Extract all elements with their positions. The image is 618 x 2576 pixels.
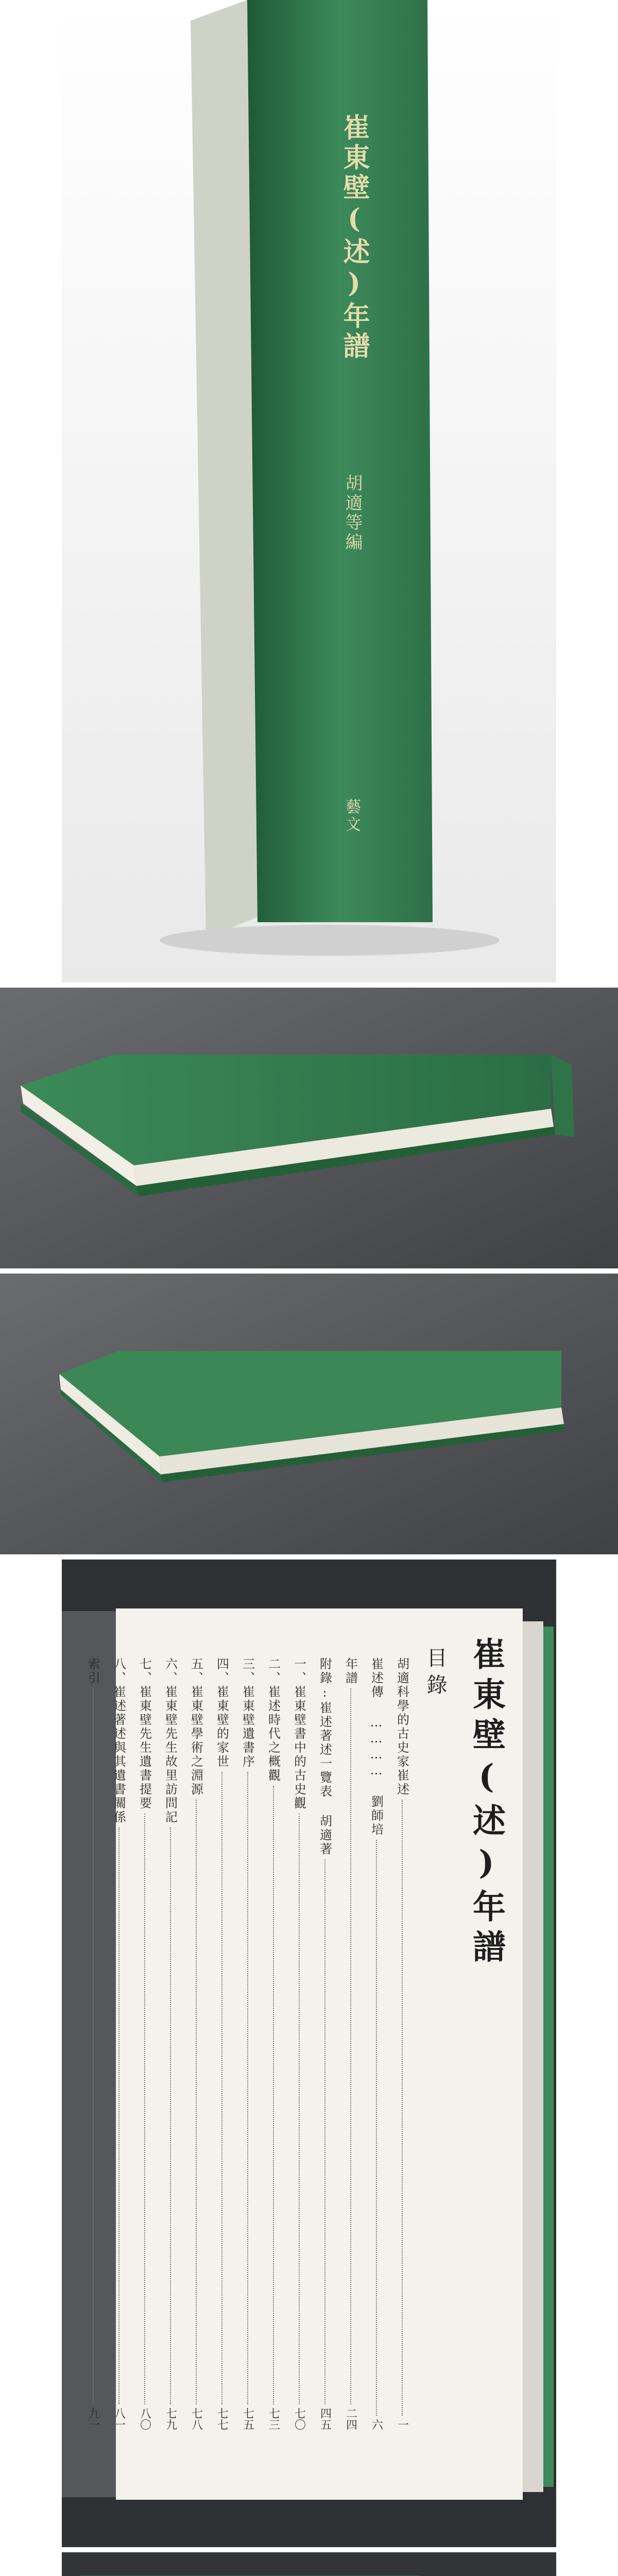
toc-page-number: 六 bbox=[370, 2419, 383, 2430]
toc-leader-line bbox=[118, 1827, 119, 2404]
toc-page-number: 七五 bbox=[241, 2408, 254, 2430]
toc-leader-line bbox=[144, 1814, 145, 2404]
toc-entry bbox=[314, 1657, 336, 2430]
spine-publisher: 藝文 bbox=[342, 799, 360, 834]
toc-leader-line bbox=[273, 1786, 274, 2404]
toc-entry-text: 一、崔東壁書中的古史觀 bbox=[291, 1657, 306, 1810]
toc-heading: 目錄 bbox=[423, 1647, 447, 1701]
toc-entry bbox=[288, 1657, 311, 2430]
toc-entry bbox=[365, 1657, 388, 2430]
toc-entry bbox=[339, 1657, 362, 2430]
photo-open-book-1 bbox=[62, 2552, 556, 2576]
toc-leader-line bbox=[93, 1688, 94, 2404]
toc-leader-line bbox=[221, 1772, 222, 2404]
toc-entry-text: 六、崔東壁先生故里訪問記 bbox=[163, 1657, 178, 1824]
toc-leader-line bbox=[170, 1827, 171, 2404]
toc-book-title: 崔東壁(述)年譜 bbox=[467, 1637, 506, 1970]
photo-toc-page bbox=[62, 1560, 556, 2547]
toc-entry-text: 胡適科學的古史家崔述 bbox=[394, 1657, 409, 1797]
toc-entry-text: 崔述傳 ………… 劉師培 bbox=[369, 1657, 384, 1837]
toc-entry-text: 八、崔述著述與其遺書關係 bbox=[111, 1657, 126, 1824]
toc-page-number: 九一 bbox=[87, 2408, 100, 2430]
toc-entry-text: 七、崔東壁先生遺書提要 bbox=[137, 1657, 152, 1810]
toc-page-number: 七九 bbox=[164, 2408, 177, 2430]
book-edge-image bbox=[0, 1274, 618, 1554]
toc-entry bbox=[185, 1657, 208, 2430]
toc-leader-line bbox=[324, 1859, 325, 2404]
toc-page-number: 四五 bbox=[318, 2408, 332, 2430]
book-edge-image bbox=[0, 988, 618, 1268]
toc-entry-text: 附錄:崔述著述一覽表 胡適著 bbox=[317, 1657, 332, 1856]
spine-author: 胡適等編 bbox=[342, 474, 363, 552]
photo-book-edge-2 bbox=[0, 1274, 618, 1554]
toc-leader-line bbox=[376, 1840, 377, 2416]
toc-leader-line bbox=[247, 1772, 248, 2404]
toc-list bbox=[82, 1637, 414, 2482]
toc-entry-text: 五、崔東壁學術之淵源 bbox=[188, 1657, 203, 1797]
toc-page-number: 七〇 bbox=[293, 2408, 306, 2430]
toc-entry bbox=[108, 1657, 130, 2430]
toc-entry-text: 四、崔東壁的家世 bbox=[214, 1657, 229, 1769]
spine-title: 崔東壁(述)年譜 bbox=[338, 113, 370, 362]
toc-page-number: 八〇 bbox=[138, 2408, 151, 2430]
toc-entry-text: 年譜 bbox=[343, 1657, 358, 1685]
toc-leader-line bbox=[299, 1814, 300, 2404]
toc-page-number: 七七 bbox=[215, 2408, 229, 2430]
open-book-image bbox=[62, 2552, 556, 2576]
toc-entry bbox=[262, 1657, 285, 2430]
toc-page-number: 八一 bbox=[112, 2408, 126, 2430]
toc-page-number: 七三 bbox=[267, 2408, 280, 2430]
toc-entry bbox=[391, 1657, 414, 2430]
toc-entry bbox=[236, 1657, 259, 2430]
toc-entry-text: 三、崔東壁遺書序 bbox=[240, 1657, 255, 1769]
toc-entry-text: 索引 bbox=[85, 1657, 100, 1685]
toc-entry bbox=[133, 1657, 156, 2430]
toc-page-number: 二四 bbox=[344, 2408, 357, 2430]
toc-page-number: 七八 bbox=[190, 2408, 203, 2430]
toc-entry bbox=[82, 1657, 105, 2430]
book-spine-image bbox=[62, 0, 556, 982]
photo-book-edge-1 bbox=[0, 988, 618, 1268]
photo-book-spine bbox=[62, 0, 556, 982]
toc-leader-line bbox=[350, 1688, 351, 2404]
toc-page-number: 一 bbox=[396, 2419, 409, 2430]
toc-entry bbox=[159, 1657, 182, 2430]
toc-leader-line bbox=[196, 1800, 197, 2404]
toc-entry-text: 二、崔述時代之概觀 bbox=[266, 1657, 281, 1783]
toc-entry bbox=[211, 1657, 233, 2430]
toc-leader-line bbox=[402, 1800, 403, 2416]
toc-content bbox=[85, 1637, 510, 2482]
